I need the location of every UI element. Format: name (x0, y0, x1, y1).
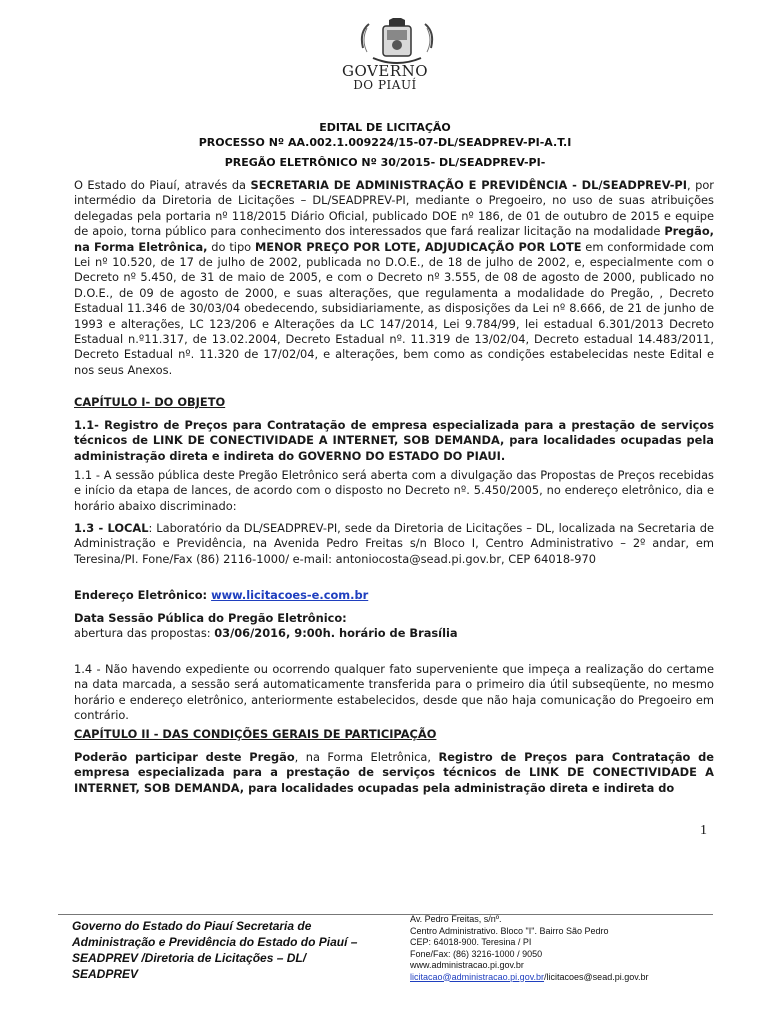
data-sessao-label: Data Sessão Pública do Pregão Eletrônico: (74, 611, 347, 625)
footer-website[interactable]: www.administracao.pi.gov.br (410, 960, 524, 970)
abertura-propostas (74, 626, 714, 641)
chapter-2-text-1: , na Forma Eletrônica, (294, 750, 439, 764)
pregao-number: PREGÃO ELETRÔNICO Nº 30/2015- DL/SEADPREV-PI- (224, 156, 546, 169)
intro-text-1: O Estado do Piauí, através da (74, 178, 251, 192)
intro-text-2: , por intermédio da Diretoria de Licitações – DL/SEADPREV-PI, mediante o Pregoeiro, no uso de suas atribuições delegadas pela portaria nº 118/2015 Diário Oficial, publicado DOE nº 186, de 01 de outubro de 2015 e equipe de apoio, torna público para conhecimento dos interessados que fará realizar licitação na modalidade (74, 178, 714, 239)
page-number: 1 (700, 823, 707, 838)
intro-paragraph (74, 178, 714, 378)
intro-text-3: do tipo (207, 239, 255, 254)
intro-modalidade: Pregão, na Forma Eletrônica, (74, 224, 714, 254)
intro-secretaria: SECRETARIA DE ADMINISTRAÇÃO E PREVIDÊNCIA - DL/SEADPREV-PI (250, 178, 688, 192)
item-1-4: 1.4 - Não havendo expediente ou ocorrendo qualquer fato superveniente que impeça a realização do certame na data marcada, a sessão será automaticamente transferida para o primeiro dia útil subseqüente, no mesmo horário e endereço eletrônico, anteriormente estabelecidos, desde que não haja comunicação do Pregoeiro em contrário. (74, 662, 714, 723)
edital-title: EDITAL DE LICITAÇÃO (319, 121, 451, 134)
footer-street: Av. Pedro Freitas, s/nº. (410, 914, 502, 924)
item-1-1-objeto: 1.1- Registro de Preços para Contratação de empresa especializada para a prestação de serviços técnicos de LINK DE CONECTIVIDADE A INTERNET, SOB DEMANDA, para localidades ocupadas pela administração direta e indireta do GOVERNO DO ESTADO DO PIAUI. (74, 418, 714, 463)
footer-email-link[interactable]: licitacao@administracao.pi.gov.br (410, 971, 545, 982)
footer-email-text: /licitacoes@sead.pi.gov.br (544, 971, 649, 982)
chapter-1-heading: CAPÍTULO I- DO OBJETO (74, 395, 226, 409)
footer-emails (410, 972, 710, 984)
item-1-1-sessao: 1.1 - A sessão pública deste Pregão Eletrônico será aberta com a divulgação das Propostas de Preços recebidas e início da etapa de lances, de acordo com o disposto no Decreto nº. 5.450/2005, no endereço eletrônico, dia e horário abaixo discriminado: (74, 468, 714, 513)
chapter-2-bold-2: Registro de Preços para Contratação de empresa especializada para a prestação de serviços técnicos de LINK DE CONECTIVIDADE A INTERNET, SOB DEMANDA, para localidades ocupadas pela administração direta e indireta do (74, 750, 714, 795)
intro-text-4: em conformidade com Lei nº 10.520, de 17 de julho de 2002, publicada no D.O.E., de 18 de julho de 2002, e, especialmente com o Decreto nº 5.450, de 31 de maio de 2005, e com o Decreto nº 3.555, de 08 de agosto de 2000, publicado no D.O.E., de 09 de agosto de 2000, e suas alterações, que regulamenta a modalidade do Pregão, , Decreto Estadual 11.346 de 30/03/04 obedecendo, subsidiariamente, as disposições da Lei nº 8.666, de 21 de junho de 1993 e alterações, LC 123/206 e Alterações da LC 147/2014, Lei 9.784/99, lei estadual 6.301/2013 Decreto Estadual n.º11.317, de 13.02.2004, Decreto Estadual nº. 11.319 de 13/02/04, Decreto estadual 14.483/2011, Decreto Estadual nº. 11.320 de 17/02/04, e alterações, bem como as condições estabelecidas neste Edital e nos seus Anexos. (74, 239, 714, 377)
local-label: 1.3 - LOCAL (74, 521, 149, 535)
endereco-eletronico (74, 588, 714, 603)
footer-cep: CEP: 64018-900. Teresina / PI (410, 937, 532, 947)
footer-address (410, 914, 710, 983)
footer-phone: Fone/Fax: (86) 3216-1000 / 9050 (410, 948, 543, 959)
abertura-text: abertura das propostas: (74, 626, 215, 640)
logo-line-1: GOVERNO (341, 62, 428, 80)
government-logo-text (300, 64, 470, 92)
abertura-date: 03/06/2016, 9:00h. horário de Brasília (214, 626, 458, 640)
chapter-2-bold-1: Poderão participar deste Pregão (74, 750, 295, 764)
chapter-2-paragraph (74, 750, 714, 796)
footer-centro: Centro Administrativo. Bloco "I". Bairro São Pedro (410, 925, 609, 936)
endereco-label: Endereço Eletrônico: (74, 588, 212, 602)
footer-institution: Governo do Estado do Piauí Secretaria de Administração e Previdência do Estado do Piauí – SEADPREV /Diretoria de Licitações – DL/ SEADPREV (72, 919, 358, 981)
item-1-3-local (74, 521, 714, 567)
intro-tipo: MENOR PREÇO POR LOTE, ADJUDICAÇÃO POR LOTE (254, 239, 582, 254)
chapter-2-heading-a: CAPÍTULO II - (74, 727, 163, 741)
chapter-2-heading-b: DAS CONDIÇÕES GERAIS DE PARTICIPAÇÃO (162, 727, 437, 741)
processo-number: PROCESSO Nº AA.002.1.009224/15-07-DL/SEADPREV-PI-A.T.I (198, 136, 572, 149)
licitacoes-link[interactable]: www.licitacoes-e.com.br (211, 588, 369, 602)
local-text: : Laboratório da DL/SEADPREV-PI, sede da Diretoria de Licitações – DL, localizada na Secretaria de Administração e Previdência, na Avenida Pedro Freitas s/n Bloco I, Centro Administrativo – 2º andar, em Teresina/PI. Fone/Fax (86) 2116-1000/ e-mail: antoniocosta@sead.pi.gov.br, CEP 64018-970 (74, 521, 714, 566)
chapter-2-heading (74, 727, 714, 742)
logo-line-2: DO PIAUÍ (353, 78, 417, 92)
coat-of-arms-icon (355, 18, 439, 66)
